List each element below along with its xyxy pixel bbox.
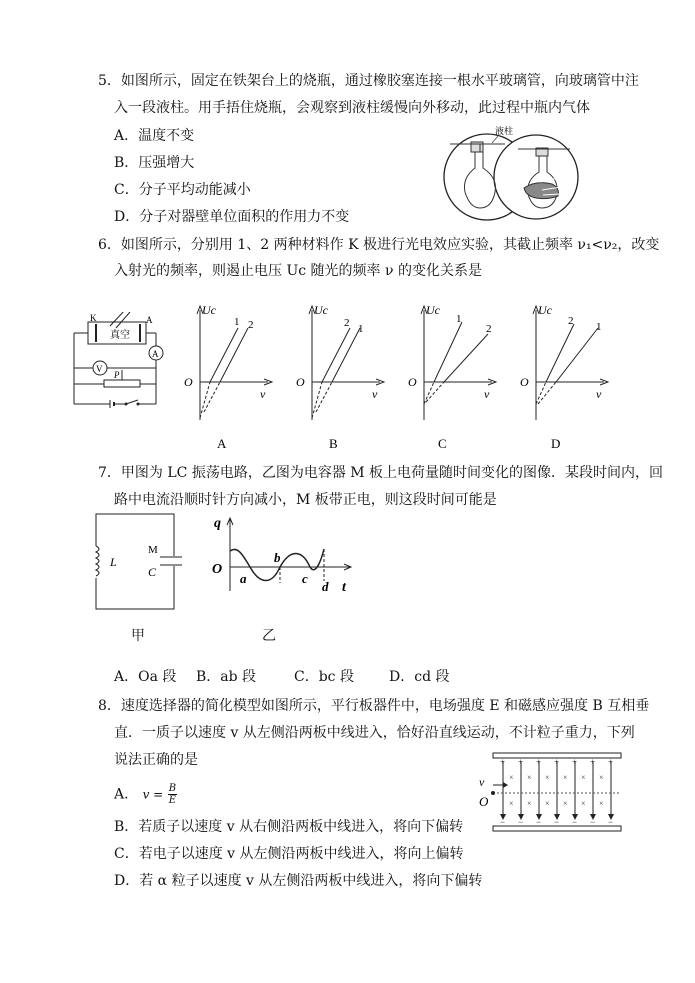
q7-lc-circuit (92, 510, 182, 615)
q6-graph-b (292, 300, 392, 455)
q5-stem-line1: 5．如图所示，固定在铁架台上的烧瓶，通过橡胶塞连接一根水平玻璃管，向玻璃管中注 (98, 73, 639, 89)
svg-text:+: + (608, 757, 614, 767)
q7-capacitor-label: C (148, 565, 157, 579)
q7-point-b: b (274, 550, 281, 565)
q8-fig-v-label: v (479, 775, 485, 789)
q7-inductor-label: L (110, 555, 117, 569)
q6-graph-a-line1-label: 1 (234, 316, 240, 328)
q6-graph-c-origin: O (408, 375, 417, 389)
q6-label-anode: A (146, 315, 153, 325)
q8-option-a-v: v = (142, 787, 164, 802)
q7-label-yi: 乙 (262, 628, 276, 644)
q5-liquid-label: 液柱 (495, 126, 514, 136)
svg-text:+: + (536, 757, 542, 767)
q6-ammeter-label: A (152, 349, 159, 359)
q7-charge-graph (210, 515, 360, 595)
svg-text:−: − (536, 817, 542, 827)
svg-text:×: × (509, 773, 514, 782)
svg-text:×: × (599, 773, 604, 782)
q6-graph-a (180, 300, 280, 455)
svg-text:×: × (599, 799, 604, 808)
q5-stem-line2: 入一段液柱。用手捂住烧瓶，会观察到液柱缓慢向外移动，此过程中瓶内气体 (114, 100, 590, 116)
svg-text:×: × (581, 799, 586, 808)
q8-option-a-numerator: B (168, 783, 177, 794)
q7-point-d: d (322, 579, 329, 594)
q7-origin: O (212, 562, 223, 577)
q8-option-a-denominator: E (168, 795, 177, 806)
q6-graph-c-y-label: Uc (426, 303, 440, 317)
svg-text:×: × (527, 799, 532, 808)
q6-graph-d (516, 300, 616, 455)
q6-graph-b-origin: O (296, 375, 305, 389)
q7-stem-line1: 7．甲图为 LC 振荡电路，乙图为电容器 M 板上电荷量随时间变化的图像．某段时间内，回 (98, 465, 664, 481)
svg-text:×: × (563, 799, 568, 808)
q7-option-a: A．Oa 段 (114, 669, 177, 685)
q8-option-d: D．若 α 粒子以速度 v 从左侧沿两板中线进入，将向下偏转 (114, 873, 483, 889)
q6-graph-d-caption: D (551, 436, 561, 451)
q8-fig-o-label: O (479, 794, 489, 809)
q6-graph-a-caption: A (217, 436, 227, 451)
svg-text:×: × (527, 773, 532, 782)
q6-graph-c-line1-label: 1 (456, 313, 462, 325)
q7-option-b: B．ab 段 (196, 669, 257, 685)
q7-option-d: D．cd 段 (389, 669, 450, 685)
q6-graph-c-caption: C (438, 436, 447, 451)
svg-text:+: + (590, 757, 596, 767)
q8-option-a-fraction (168, 783, 177, 806)
q7-option-c: C．bc 段 (294, 669, 354, 685)
q6-graph-a-line2-label: 2 (248, 319, 254, 331)
q5-flask-figure (440, 122, 580, 222)
svg-text:−: − (590, 817, 596, 827)
q6-graph-c-x-label: ν (484, 387, 490, 401)
q8-option-b: B．若质子以速度 v 从右侧沿两板中线进入，将向下偏转 (114, 819, 464, 835)
svg-text:+: + (554, 757, 560, 767)
q6-graph-d-line2-label: 2 (568, 315, 574, 327)
q7-label-jia: 甲 (131, 628, 145, 644)
q8-stem-line2: 直．一质子以速度 v 从左侧沿两板中线进入，恰好沿直线运动，不计粒子重力，下列 (114, 725, 635, 741)
q6-graph-d-line1-label: 1 (596, 321, 602, 333)
q8-stem-line3: 说法正确的是 (114, 752, 198, 768)
svg-text:−: − (572, 817, 578, 827)
q6-graph-c-line2-label: 2 (486, 323, 492, 335)
q5-option-d: D．分子对器壁单位面积的作用力不变 (114, 209, 350, 225)
q6-graph-a-origin: O (184, 375, 193, 389)
q7-stem-line2: 路中电流沿顺时针方向减小，M 板带正电，则这段时间可能是 (114, 492, 497, 508)
q6-graph-b-line2-label: 2 (344, 317, 350, 329)
svg-text:−: − (500, 817, 506, 827)
q5-option-b: B．压强增大 (114, 155, 195, 171)
q6-graph-a-x-label: ν (260, 387, 266, 401)
q6-voltmeter-label: V (96, 364, 103, 374)
q6-graph-b-y-label: Uc (314, 303, 328, 317)
q7-axis-q: q (214, 516, 221, 531)
q7-plate-m-label: M (148, 544, 158, 556)
q6-graph-c (404, 300, 504, 455)
svg-text:−: − (518, 817, 524, 827)
q8-option-c: C．若电子以速度 v 从左侧沿两板中线进入，将向上偏转 (114, 846, 464, 862)
q6-phototube-circuit (70, 312, 170, 412)
q8-velocity-selector-figure (475, 750, 625, 836)
svg-text:×: × (563, 773, 568, 782)
svg-text:+: + (500, 757, 506, 767)
q8-option-a-prefix: A． (114, 786, 139, 803)
q5-option-a: A．温度不变 (114, 128, 195, 144)
q7-point-c: c (302, 571, 308, 586)
svg-text:+: + (572, 757, 578, 767)
q5-option-c: C．分子平均动能减小 (114, 182, 251, 198)
svg-text:+: + (518, 757, 524, 767)
q6-label-vacuum: 真空 (110, 330, 130, 341)
svg-text:−: − (554, 817, 560, 827)
svg-text:×: × (545, 773, 550, 782)
q7-axis-t: t (342, 580, 346, 595)
q6-stem-line2: 入射光的频率，则遏止电压 Uc 随光的频率 ν 的变化关系是 (114, 263, 482, 279)
svg-text:×: × (545, 799, 550, 808)
q6-label-k: K (90, 313, 97, 323)
svg-text:−: − (608, 817, 614, 827)
q6-graph-b-x-label: ν (372, 387, 378, 401)
svg-text:×: × (509, 799, 514, 808)
q6-graph-d-y-label: Uc (538, 303, 552, 317)
q6-graph-b-caption: B (329, 436, 338, 451)
q6-label-p: P (114, 370, 120, 380)
svg-text:×: × (581, 773, 586, 782)
q6-graph-d-x-label: ν (596, 387, 602, 401)
q6-graph-b-line1-label: 1 (358, 323, 364, 335)
q6-graph-d-origin: O (520, 375, 529, 389)
q6-graph-a-y-label: Uc (202, 303, 216, 317)
q8-option-a (114, 783, 177, 806)
q7-point-a: a (240, 571, 247, 586)
q8-stem-line1: 8．速度选择器的简化模型如图所示，平行板器件中，电场强度 E 和磁感应强度 B 互相垂 (98, 698, 650, 714)
q6-stem-line1: 6．如图所示，分别用 1、2 两种材料作 K 极进行光电效应实验，其截止频率 ν₁<ν₂，改变 (98, 237, 660, 253)
